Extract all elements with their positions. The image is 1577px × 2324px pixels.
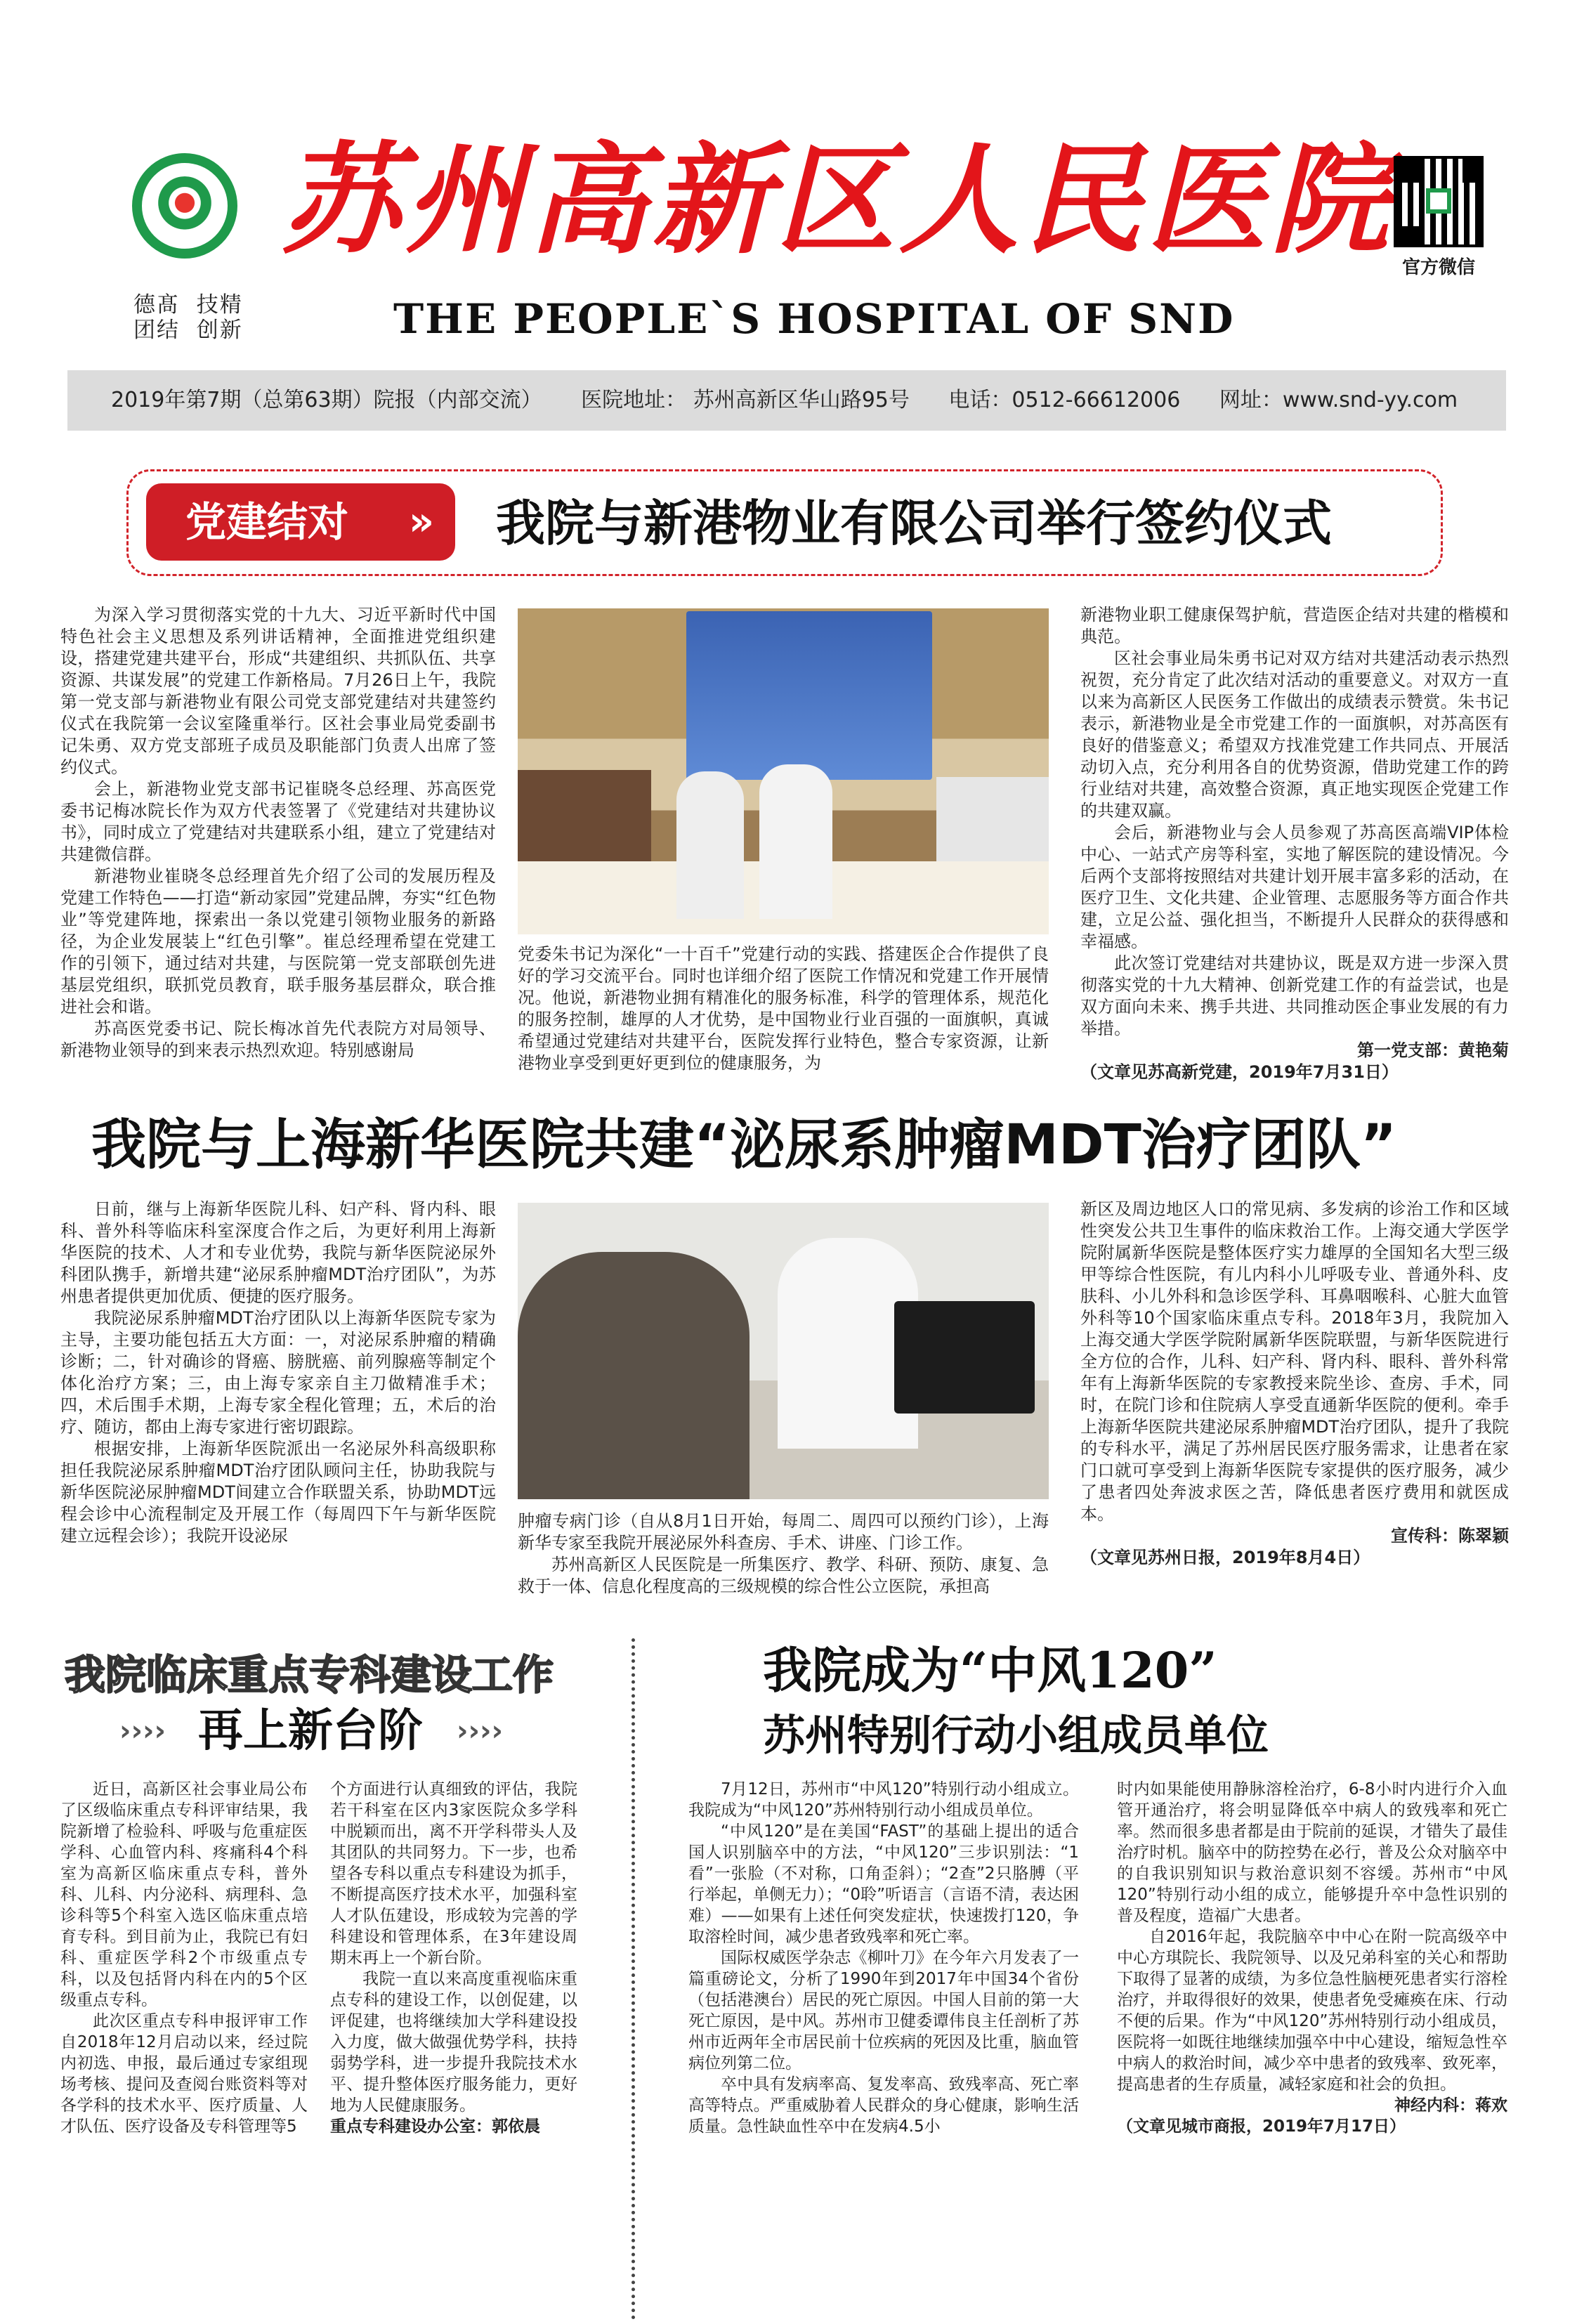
paragraph: 会上，新港物业党支部书记崔晓冬总经理、苏高医党委书记梅冰院长作为双方代表签署了《党建结对共建协议书》，同时成立了党建结对共建联系小组，建立了党建结对共建微信群。 [60,779,496,864]
paragraph: 苏高医党委书记、院长梅冰首先代表院方对局领导、新港物业领导的到来表示热烈欢迎。特别感谢局 [60,1019,496,1060]
qr-center-logo [1426,188,1451,214]
article-source: （文章见苏州日报，2019年8月4日） [1080,1548,1370,1567]
article-source: （文章见苏高新党建，2019年7月31日） [1080,1062,1399,1082]
column-divider [632,1638,635,2320]
article4-headline-line1: 我院成为“中风120” [763,1641,1217,1699]
article3-column-2 [330,1779,577,2320]
signing-ceremony-photo [518,608,1049,934]
paragraph: 国际权威医学杂志《柳叶刀》在今年六月发表了一篇重磅论文，分析了1990年到2017年中国34个省份（包括港澳台）居民的死亡原因。中国人目前的第一大死亡原因，是中风。苏州市卫健委谭伟良主任剖析了苏州市近两年全市居民前十位疾病的死因及比重，脑血管病位列第二位。 [688,1949,1079,2072]
paragraph: 苏州高新区人民医院是一所集医疗、教学、科研、预防、康复、急救于一体、信息化程度高的三级规模的综合性公立医院，承担高 [518,1555,1049,1596]
section-tag-label: 党建结对 [185,498,349,546]
chevron-right-icon: ›››› [457,1715,503,1747]
paragraph: “中风120”是在美国“FAST”的基础上提出的适合国人识别脑卒中的方法，“中风120”三步识别法：“1看”一张脸（不对称，口角歪斜）；“2查”2只胳膊（平行举起，单侧无力）；“0聆”听语言（言语不清，表达困难）——如果有上述任何突发症状，快速拨打120，争取溶栓时间，减少患者致残率和死亡率。 [688,1822,1079,1946]
hospital-address: 医院地址： 苏州高新区华山路95号 [581,388,910,412]
paragraph: 新港物业崔晓冬总经理首先介绍了公司的发展历程及党建工作特色——打造“新动家园”党建品牌，夯实“红色物业”等党建阵地，探索出一条以党建引领物业服务的新路径，为企业发展装上“红色引擎”。崔总经理希望在党建工作的引领下，通过结对共建，与医院第一党支部联创先进基层党组织，联抓党员教育，联手服务基层群众，联合推进社会和谐。 [60,866,496,1017]
paragraph: 近日，高新区社会事业局公布了区级临床重点专科评审结果，我院新增了检验科、呼吸与危重症医学科、心血管内科、疼痛科4个科室为高新区临床重点专科，普外科、儿科、内分泌科、病理科、急诊科等5个科室入选区临床重点培育专科。到目前为止，我院已有妇科、重症医学科2个市级重点专科，以及包括肾内科在内的5个区级重点专科。 [60,1780,308,2009]
hospital-website[interactable]: 网址：www.snd-yy.com [1219,388,1458,412]
paragraph: 7月12日，苏州市“中风120”特别行动小组成立。我院成为“中风120”苏州特别行动小组成员单位。 [688,1780,1079,1820]
issue-number: 2019年第7期（总第63期）院报（内部交流） [111,388,542,412]
masthead-title-en: THE PEOPLE`S HOSPITAL OF SND [393,295,1235,343]
article4-column-2 [1117,1779,1507,2320]
article3-subhead: 我院临床重点专科建设工作 [65,1651,554,1699]
article2-column-1 [60,1199,496,1585]
paragraph: 日前，继与上海新华医院儿科、妇产科、肾内科、眼科、普外科等临床科室深度合作之后，为更好利用上海新华医院的技术、人才和专业优势，我院与新华医院泌尿外科团队携手，新增共建“泌尿系肿瘤MDT治疗团队”，为苏州患者提供更加优质、便捷的医疗服务。 [60,1199,496,1306]
hospital-phone: 电话：0512-66612006 [948,388,1181,412]
paragraph: 新港物业职工健康保驾护航，营造医企结对共建的楷模和典范。 [1080,605,1509,646]
article-source: （文章见城市商报，2019年7月17日） [1117,2117,1406,2136]
article4-column-1 [688,1779,1079,2320]
paragraph: 卒中具有发病率高、复发率高、致残率高、死亡率高等特点。严重威胁着人民群众的身心健康，影响生活质量。急性缺血性卒中在发病4.5小 [688,2075,1079,2136]
article1-column-1 [60,604,496,1089]
paragraph: 我院泌尿系肿瘤MDT治疗团队以上海新华医院专家为主导，主要功能包括五大方面：一，对泌尿系肿瘤的精确诊断；二，针对确诊的肾癌、膀胱癌、前列腺癌等制定个体化治疗方案；三，由上海专家亲自主刀做精准手术；四，术后围手术期，上海专家全程化管理；五，术后的治疗、随访，都由上海专家进行密切跟踪。 [60,1308,496,1437]
paragraph: 此次签订党建结对共建协议，既是双方进一步深入贯彻落实党的十九大精神、创新党建工作的有益尝试，也是双方面向未来、携手共进、共同推动医企事业发展的有力举措。 [1080,953,1509,1038]
paragraph: 区社会事业局朱勇书记对双方结对共建活动表示热烈祝贺，充分肯定了此次结对活动的重要意义。对双方一直以来为高新区人民医务工作做出的成绩表示赞赏。朱书记表示，新港物业是全市党建工作的一面旗帜，对苏高医有良好的借鉴意义；希望双方找准党建工作共同点、开展活动切入点，充分利用各自的优势资源，借助党建工作的跨行业结对共建，高效整合资源，真正地实现医企党建工作的共建双赢。 [1080,648,1509,821]
motto-line1: 德髙 技精 [133,292,243,318]
article1-headline: 我院与新港物业有限公司举行签约仪式 [496,495,1332,552]
qr-label: 官方微信 [1401,257,1475,278]
issue-info-bar [67,370,1506,431]
chevron-left-icon: ›››› [119,1715,166,1747]
author-signature: 神经内科：蒋欢 [1394,2096,1507,2115]
article3-column-1 [60,1779,308,2320]
article2-column-2 [518,1510,1049,1609]
double-chevron-icon: » [408,499,434,544]
paragraph: 时内如果能使用静脉溶栓治疗，6-8小时内进行介入血管开通治疗，将会明显降低卒中病人的致残率和死亡率。然而很多患者都是由于院前的延误，才错失了最佳治疗时机。脑卒中的防控势在必行，普及公众对脑卒中的自我识别知识与救治意识刻不容缓。苏州市“中风120”特别行动小组的成立，能够提升卒中急性识别的普及程度，造福广大患者。 [1117,1780,1507,1925]
article4-headline-line2: 苏州特别行动小组成员单位 [763,1711,1269,1761]
paragraph: 会后，新港物业与会人员参观了苏高医高端VIP体检中心、一站式产房等科室，实地了解医院的建设情况。今后两个支部将按照结对共建计划开展丰富多彩的活动，在医疗卫生、文化共建、企业管理、志愿服务等方面合作共建，立足公益、强化担当，不断提升人民群众的获得感和幸福感。 [1080,823,1509,951]
motto-line2: 团结 创新 [133,318,243,343]
paragraph: 肿瘤专病门诊（自从8月1日开始，每周二、周四可以预约门诊），上海新华专家至我院开展泌尿外科查房、手术、讲座、门诊工作。 [518,1511,1049,1553]
paragraph: 我院一直以来高度重视临床重点专科的建设工作，以创促建，以评促建，也将继续加大学科建设投入力度，做大做强优势学科，扶持弱势学科，进一步提升我院技术水平、提升整体医疗服务能力，更好地为人民健康服务。 [330,1970,577,2115]
article2-headline: 我院与上海新华医院共建“泌尿系肿瘤MDT治疗团队” [91,1114,1397,1177]
paragraph: 此次区重点专科申报评审工作自2018年12月启动以来，经过院内初选、申报，最后通过专家组现场考核、提问及查阅台账资料等对各学科的技术水平、医疗质量、人才队伍、医疗设备及专科管理等5 [60,2012,308,2136]
article2-column-3 [1080,1199,1509,1592]
paragraph: 个方面进行认真细致的评估，我院若干科室在区内3家医院众多学科中脱颖而出，离不开学科带头人及其团队的共同努力。下一步，也希望各专科以重点专科建设为抓手，不断提高医疗技术水平，加强科室人才队伍建设，形成较为完善的学科建设和管理体系，在3年建设周期末再上一个新台阶。 [330,1780,577,1967]
hospital-logo-icon [132,153,237,259]
article1-column-2 [518,944,1049,1091]
author-signature: 重点专科建设办公室：郭依晨 [330,2117,540,2136]
section-tag [146,483,455,561]
doctor-consultation-photo [518,1203,1049,1499]
paragraph: 自2016年起，我院脑卒中中心在附一院高级卒中中心方琪院长、我院领导、以及兄弟科室的关心和帮助下取得了显著的成绩，为多位急性脑梗死患者实行溶栓治疗，并取得很好的效果，使患者免受瘫痪在床、行动不便的后果。作为“中风120”苏州特别行动小组成员，医院将一如既往地继续加强卒中中心建设，缩短急性卒中病人的救治时间，减少卒中患者的致残率、致死率，提高患者的生存质量，减轻家庭和社会的负担。 [1117,1928,1507,2094]
author-signature: 宣传科：陈翠颖 [1391,1526,1509,1546]
author-signature: 第一党支部：黄艳菊 [1357,1040,1509,1060]
paragraph: 为深入学习贯彻落实党的十九大、习近平新时代中国特色社会主义思想及系列讲话精神，全面推进党组织建设，搭建党建共建平台，形成“共建组织、共抓队伍、共享资源、共谋发展”的党建工作新格局。7月26日上午，我院第一党支部与新港物业有限公司党支部党建结对共建签约仪式在我院第一会议室隆重举行。区社会事业局党委副书记朱勇、双方党支部班子成员及职能部门负责人出席了签约仪式。 [60,605,496,777]
paragraph: 根据安排，上海新华医院派出一名泌尿外科高级职称担任我院泌尿系肿瘤MDT治疗团队顾问主任，协助我院与新华医院泌尿肿瘤MDT间建立合作联盟关系，协助MDT远程会诊中心流程制定及开展工作（每周四下午与新华医院建立远程会诊）；我院开设泌尿 [60,1439,496,1546]
article3-headline: 再上新台阶 [198,1705,423,1757]
masthead-title: 苏州高新区人民医院 [281,130,1394,270]
paragraph: 新区及周边地区人口的常见病、多发病的诊治工作和区域性突发公共卫生事件的临床救治工作。上海交通大学医学院附属新华医院是整体医疗实力雄厚的全国知名大型三级甲等综合性医院，有儿内科小儿呼吸专业、普通外科、皮肤科、小儿外科和急诊医学科、耳鼻咽喉科、心脏大血管外科等10个国家临床重点专科。2018年3月，我院加入上海交通大学医学院附属新华医院联盟，与新华医院进行全方位的合作，儿科、妇产科、肾内科、眼科、普外科常年有上海新华医院的专家教授来院坐诊、查房、手术，同时，在院门诊和住院病人享受直通新华医院的便利。牵手上海新华医院共建泌尿系肿瘤MDT治疗团队，提升了我院的专科水平，满足了苏州居民医疗服务需求，让患者在家门口就可享受到上海新华医院专家提供的医疗服务，减少了患者四处奔波求医之苦，降低患者医疗费用和就医成本。 [1080,1199,1509,1524]
logo-emblem [155,176,214,235]
article1-column-3 [1080,604,1509,1096]
paragraph: 党委朱书记为深化“一十百千”党建行动的实践、搭建医企合作提供了良好的学习交流平台。同时也详细介绍了医院工作情况和党建工作开展情况。他说，新港物业拥有精准化的服务标准，科学的管理体系，规范化的服务控制，雄厚的人才优势，是中国物业行业百强的一面旗帜，真诚希望通过党建结对共建平台，医院发挥行业特色，整合专家资源，让新港物业享受到更好更到位的健康服务，为 [518,944,1049,1073]
